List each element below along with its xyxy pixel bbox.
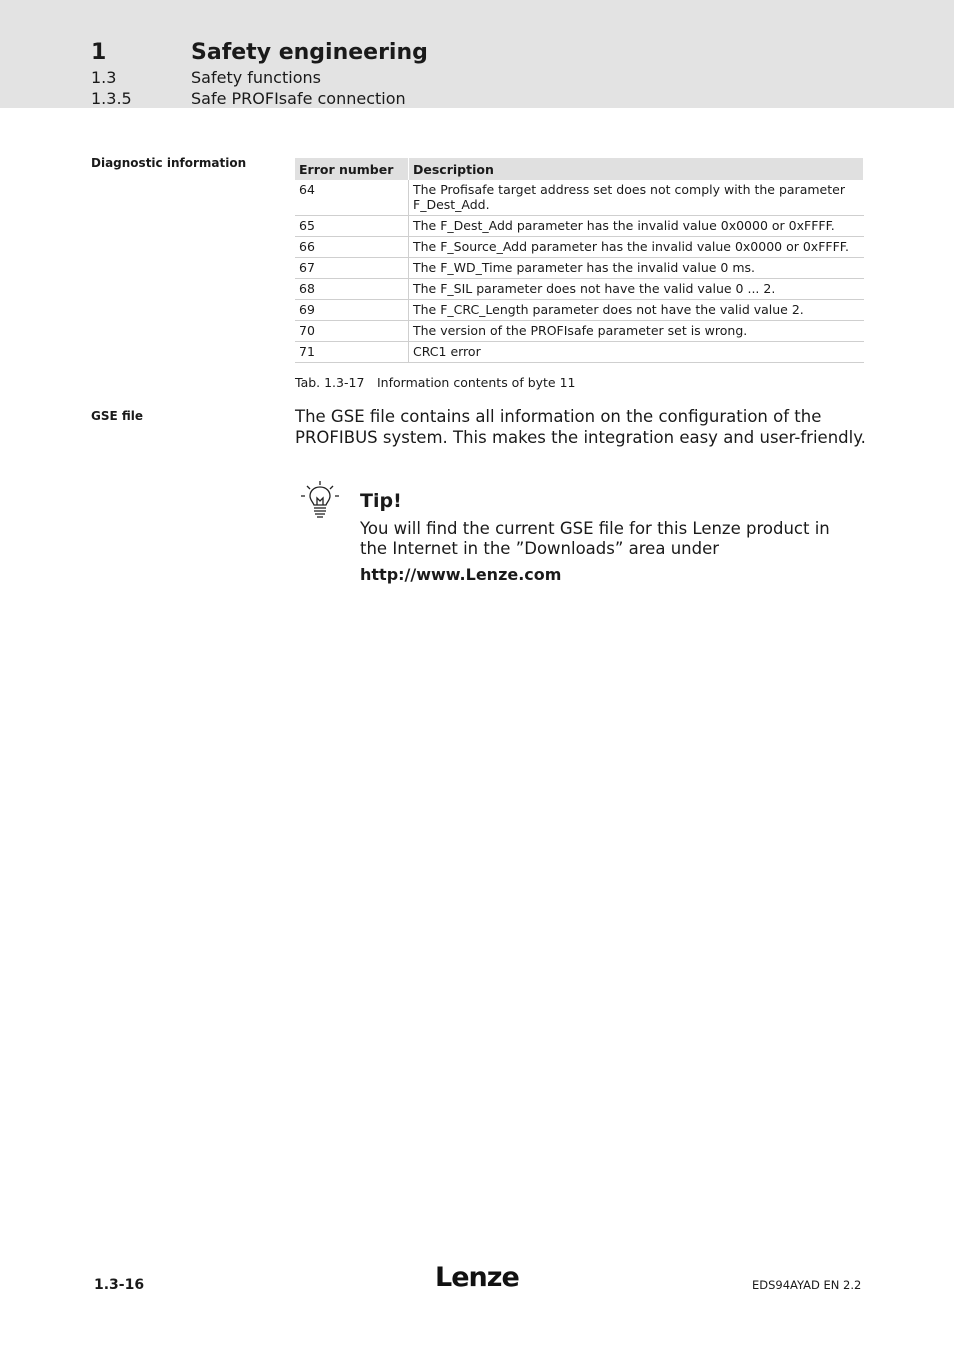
description-cell: The F_WD_Time parameter has the invalid value 0 ms. — [409, 258, 864, 279]
description-cell: The F_SIL parameter does not have the valid value 0 ... 2. — [409, 279, 864, 300]
caption-text: Information contents of byte 11 — [377, 375, 576, 390]
tip-text: You will find the current GSE file for this Lenze product in the Internet in the ”Downloads” area under — [360, 519, 830, 558]
page-number: 1.3-16 — [94, 1277, 145, 1293]
tip-title: Tip! — [360, 490, 402, 512]
chapter-number: 1 — [91, 40, 107, 65]
section-title: Safety functions — [191, 68, 321, 87]
table-row — [295, 216, 864, 237]
error-table — [295, 158, 864, 363]
gse-paragraph: The GSE file contains all information on the configuration of the PROFIBUS system. This makes the integration easy and user-friendly. — [295, 407, 866, 447]
error-number-cell: 67 — [295, 258, 409, 279]
table-row — [295, 300, 864, 321]
description-cell: The version of the PROFIsafe parameter set is wrong. — [409, 321, 864, 342]
table-caption — [295, 375, 576, 390]
subsection-number: 1.3.5 — [91, 89, 132, 108]
description-cell: The Profisafe target address set does not comply with the parameter F_Dest_Add. — [409, 180, 864, 216]
section-heading — [91, 68, 321, 87]
table-row — [295, 237, 864, 258]
table-row — [295, 342, 864, 363]
description-cell: CRC1 error — [409, 342, 864, 363]
gse-label: GSE file — [91, 409, 144, 423]
column-header-description: Description — [409, 158, 864, 180]
error-number-cell: 70 — [295, 321, 409, 342]
section-number: 1.3 — [91, 68, 117, 87]
subsection-heading — [91, 89, 406, 108]
table-row — [295, 180, 864, 216]
description-cell: The F_Dest_Add parameter has the invalid value 0x0000 or 0xFFFF. — [409, 216, 864, 237]
error-number-cell: 64 — [295, 180, 409, 216]
lenze-website-link[interactable]: http://www.Lenze.com — [360, 565, 562, 584]
diagnostic-label: Diagnostic information — [91, 156, 247, 170]
error-number-cell: 71 — [295, 342, 409, 363]
caption-number: Tab. 1.3-17 — [295, 375, 365, 390]
error-number-cell: 65 — [295, 216, 409, 237]
lightbulb-icon — [300, 480, 340, 518]
description-cell: The F_CRC_Length parameter does not have the valid value 2. — [409, 300, 864, 321]
subsection-title: Safe PROFIsafe connection — [191, 89, 406, 108]
table-row — [295, 258, 864, 279]
column-header-error-number: Error number — [295, 158, 409, 180]
chapter-title: Safety engineering — [191, 40, 428, 65]
error-number-cell: 69 — [295, 300, 409, 321]
table-row — [295, 279, 864, 300]
document-id: EDS94AYAD EN 2.2 — [752, 1278, 862, 1292]
table-row — [295, 321, 864, 342]
chapter-heading — [91, 40, 428, 65]
table-header-row — [295, 158, 864, 180]
description-cell: The F_Source_Add parameter has the invalid value 0x0000 or 0xFFFF. — [409, 237, 864, 258]
lenze-logo: Lenze — [435, 1262, 519, 1293]
error-number-cell: 66 — [295, 237, 409, 258]
error-number-cell: 68 — [295, 279, 409, 300]
